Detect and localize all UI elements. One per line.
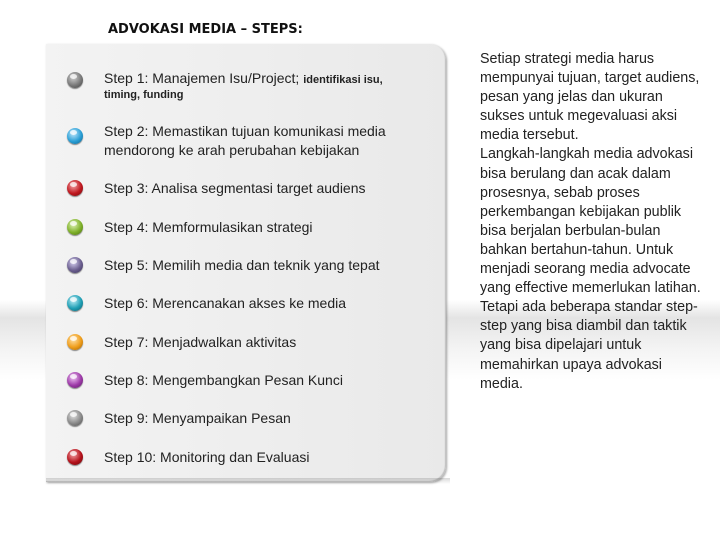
step-9-label: Step 9: Menyampaikan Pesan [104,410,291,426]
red-bullet-icon [67,449,83,465]
step-10-label: Step 10: Monitoring dan Evaluasi [104,449,310,465]
step-1-label: Step 1: Manajemen Isu/Project; [104,70,304,86]
step-8-label: Step 8: Mengembangkan Pesan Kunci [104,372,343,388]
step-item-8 [46,372,446,410]
step-5-label: Step 5: Memilih media dan teknik yang tepat [104,257,380,273]
magenta-bullet-icon [67,372,83,388]
step-item-1 [46,66,446,104]
step-item-4 [46,219,446,257]
step-item-2 [46,122,446,160]
green-bullet-icon [67,219,83,235]
step-item-6 [46,295,446,333]
step-6-label: Step 6: Merencanakan akses ke media [104,295,347,311]
step-1-extra: identifikasi isu, [303,74,383,86]
step-1-line2: timing, funding [104,89,184,101]
description-paragraph-2: Langkah-langkah media advokasi bisa berulang dan acak dalam prosesnya, sebab proses perkembangan kebijakan publik bisa berjalan berbulan-bulan bahkan bertahun-tahun. Untuk menjadi seorang media advocate yang effective memerlukan latihan. Tetapi ada beberapa standar step-step yang bisa diambil dan taktik yang bisa dipelajari untuk memahirkan upaya advokasi media. [480,146,701,392]
step-item-7 [46,334,446,372]
blue-bullet-icon [67,128,83,144]
step-2-line2: mendorong ke arah perubahan kebijakan [104,142,360,158]
step-7-label: Step 7: Menjadwalkan aktivitas [104,334,297,350]
slide-title: ADVOKASI MEDIA – STEPS: [108,22,303,37]
purple-bullet-icon [67,257,83,273]
step-3-label: Step 3: Analisa segmentasi target audiens [104,180,366,196]
gray-bullet-icon [67,410,83,426]
step-4-label: Step 4: Memformulasikan strategi [104,219,313,235]
step-2-label: Step 2: Memastikan tujuan komunikasi media [104,123,386,139]
gray-bullet-icon [67,72,83,88]
panel-shadow [46,478,450,484]
description-paragraph-1: Setiap strategi media harus mempunyai tujuan, target audiens, pesan yang jelas dan ukuran sukses untuk megevaluasi aksi media tersebut. [480,51,700,144]
red-bullet-icon [67,180,83,196]
step-item-5 [46,257,446,295]
step-item-3 [46,180,446,218]
teal-bullet-icon [67,295,83,311]
description-text [480,50,708,394]
steps-panel [46,44,446,482]
orange-bullet-icon [67,334,83,350]
step-item-9 [46,410,446,448]
